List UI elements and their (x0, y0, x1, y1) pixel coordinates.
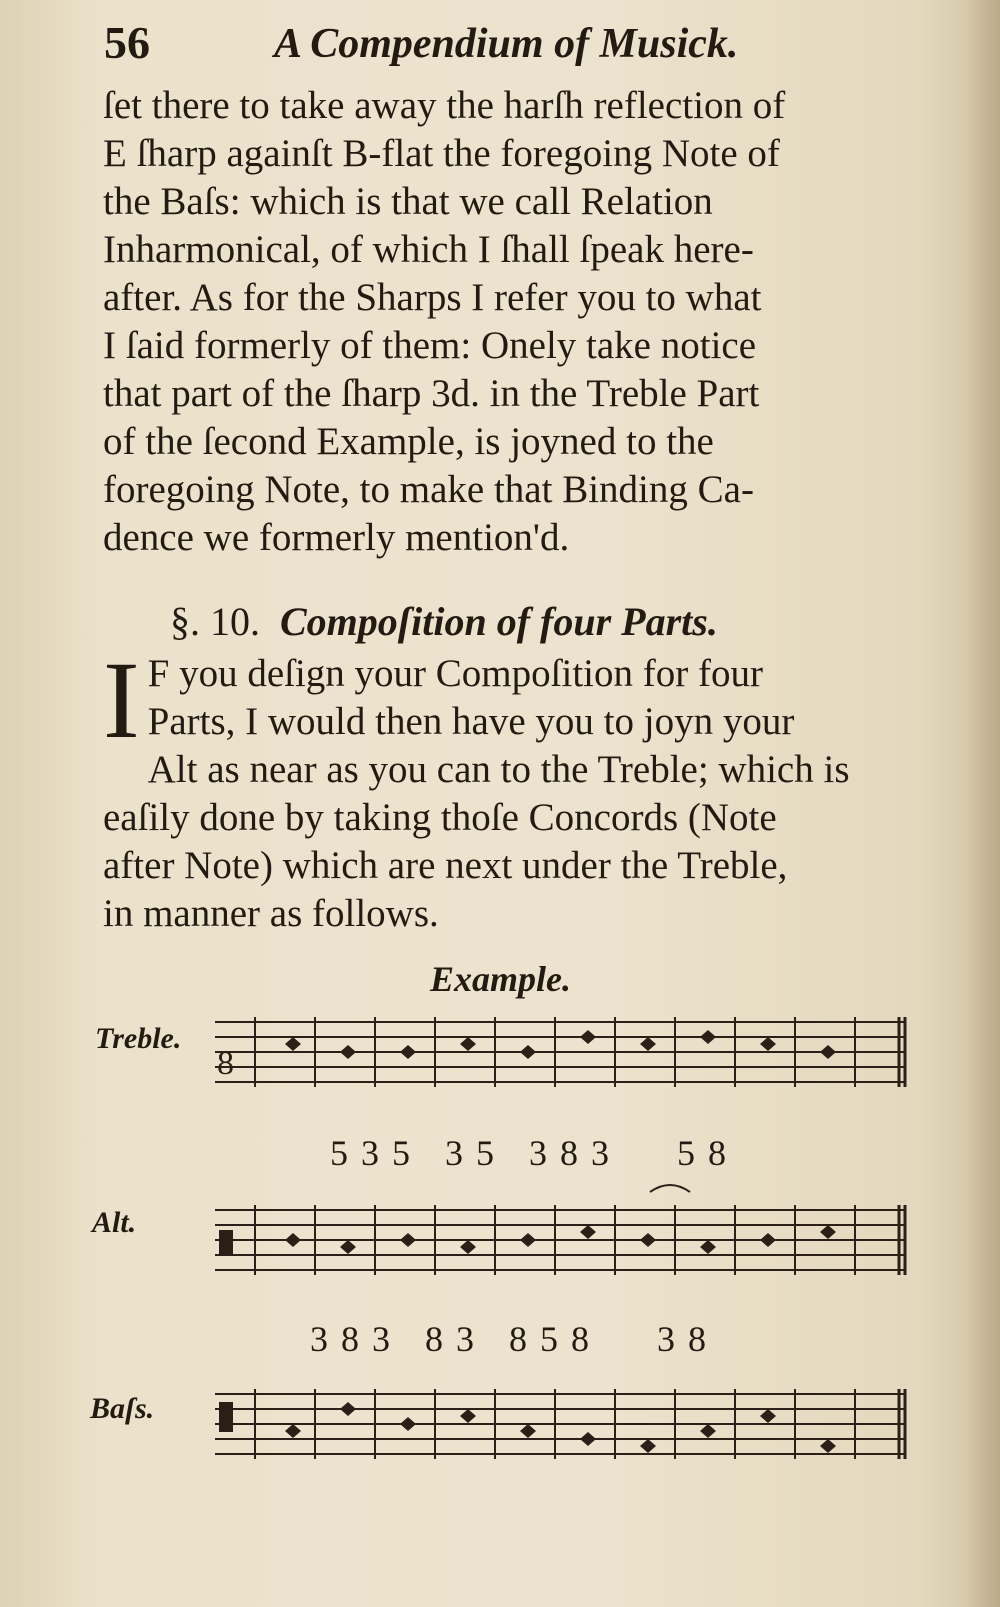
paragraph-1 (103, 82, 933, 562)
text-line: Alt as near as you can to the Treble; which is (147, 748, 850, 791)
part-label-alt: Alt. (92, 1206, 137, 1239)
text-line: after. As for the Sharps I refer you to what (103, 276, 762, 319)
text-line: dence we formerly mention'd. (103, 516, 570, 559)
section-title: Compoſition of four Parts. (280, 599, 718, 644)
staff-treble (215, 1012, 915, 1102)
section-number: §. 10. (170, 599, 260, 644)
text-line: ſet there to take away the harſh reflection of (103, 84, 786, 127)
text-line: E ſharp againſt B-flat the foregoing Note of (103, 132, 780, 175)
staff-bass (215, 1380, 915, 1480)
part-label-bass: Baſs. (90, 1392, 155, 1425)
svg-text:8: 8 (217, 1045, 234, 1082)
text-line: Parts, I would then have you to joyn your (147, 700, 795, 743)
figured-bass-bass: 3 8 3 8 3 8 5 8 3 8 (310, 1319, 708, 1359)
text-line: of the ſecond Example, is joyned to the (103, 420, 714, 463)
page-header (104, 16, 824, 78)
part-label-treble: Treble. (95, 1022, 182, 1055)
page-edge-shadow (964, 0, 1000, 1607)
page-number: 56 (104, 17, 150, 68)
text-line: Inharmonical, of which I ſhall ſpeak here- (103, 228, 754, 271)
text-line: eaſily done by taking thoſe Concords (Note (103, 796, 777, 839)
text-line: the Baſs: which is that we call Relation (103, 180, 713, 223)
text-line: in manner as follows. (103, 892, 439, 935)
text-line: F you deſign your Compoſition for four (147, 652, 763, 695)
drop-cap: I (103, 639, 140, 761)
paragraph-2 (103, 639, 933, 938)
section-heading (170, 598, 870, 645)
example-label: Example. (430, 959, 571, 999)
text-line: after Note) which are next under the Treble, (103, 844, 788, 887)
text-line: I ſaid formerly of them: Onely take notice (103, 324, 757, 367)
text-line: that part of the ſharp 3d. in the Treble Part (103, 372, 760, 415)
text-line: foregoing Note, to make that Binding Ca- (103, 468, 754, 511)
running-title: A Compendium of Musick. (274, 21, 739, 67)
staff-alt (215, 1200, 915, 1290)
figured-bass-alt: 5 3 5 3 5 3 8 3 5 8 (330, 1133, 728, 1173)
